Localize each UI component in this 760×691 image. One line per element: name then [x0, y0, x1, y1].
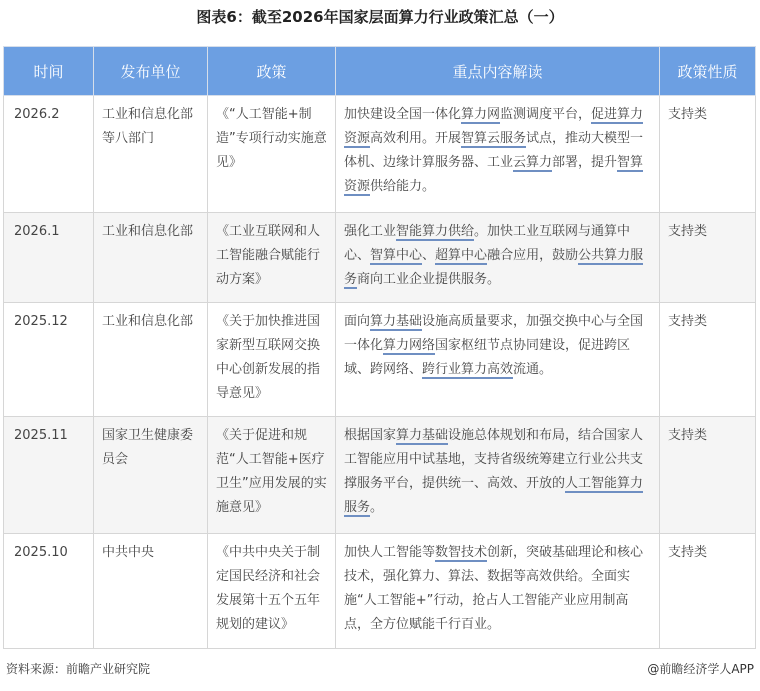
cell-time: [4, 417, 94, 534]
cell-org: [94, 213, 208, 303]
content-text: 加快人工智能等: [344, 545, 436, 560]
cell-policy-text: 《关于加快推进国家新型互联网交换中心创新发展的指导意见》: [216, 314, 321, 401]
highlighted-term: 数智技术: [435, 545, 488, 560]
highlighted-term: 算力网络: [383, 338, 436, 353]
cell-content: [336, 303, 660, 417]
cell-nature-text: 支持类: [668, 224, 708, 239]
highlighted-term: 智算云服务: [461, 131, 527, 146]
content-text: 根据国家: [344, 428, 397, 443]
cell-time-text: 2025.11: [14, 428, 68, 443]
cell-policy-text: 《“人工智能+制造”专项行动实施意见》: [216, 107, 327, 170]
cell-nature-text: 支持类: [668, 107, 708, 122]
cell-policy: [208, 303, 336, 417]
header-content: 重点内容解读: [336, 47, 660, 96]
table-header: [4, 47, 756, 96]
highlighted-term: 算力基础: [370, 314, 423, 329]
cell-time: [4, 303, 94, 417]
highlighted-term: 人工智能算力服务: [344, 476, 644, 515]
content-text: 监测调度平台，: [500, 107, 592, 122]
table-row: [4, 96, 756, 213]
table-row: [4, 303, 756, 417]
content-text: 国家枢纽节点协同建设，促进跨区域、跨网络、: [344, 338, 631, 377]
cell-org-text: 工业和信息化部等八部门: [102, 107, 194, 146]
highlighted-term: 智算资源: [344, 155, 644, 194]
cell-policy-text: 《工业互联网和人工智能融合赋能行动方案》: [216, 224, 321, 287]
content-text: 、: [422, 248, 436, 263]
content-text: 试点，推动大模型一体机、边缘计算服务器、工业: [344, 131, 644, 170]
table-row: [4, 534, 756, 649]
cell-time-text: 2025.12: [14, 314, 68, 329]
cell-nature: [660, 534, 756, 649]
highlighted-term: 智能算力供给: [396, 224, 475, 239]
cell-time: [4, 96, 94, 213]
cell-org-text: 工业和信息化部: [102, 314, 194, 329]
highlighted-term: 跨行业算力高效: [422, 362, 514, 377]
cell-time-text: 2026.1: [14, 224, 60, 239]
cell-nature: [660, 96, 756, 213]
cell-org: [94, 96, 208, 213]
content-text: 加快建设全国一体化: [344, 107, 462, 122]
content-text: 。: [370, 500, 384, 515]
cell-policy: [208, 534, 336, 649]
highlighted-term: 促进算力资源: [344, 107, 644, 146]
content-text: 强化工业: [344, 224, 397, 239]
brand-credit: @前瞻经济学人APP: [647, 662, 754, 676]
cell-nature: [660, 303, 756, 417]
policy-table: [3, 46, 756, 649]
cell-org: [94, 417, 208, 534]
highlighted-term: 云算力: [513, 155, 553, 170]
highlighted-term: 算力基础: [396, 428, 449, 443]
cell-policy-text: 《中共中央关于制定国民经济和社会发展第十五个五年规划的建议》: [216, 545, 321, 632]
cell-nature: [660, 213, 756, 303]
content-text: 设施高质量要求，加强交换中心与全国一体化: [344, 314, 644, 353]
header-time: 时间: [4, 47, 94, 96]
header-nature: 政策性质: [660, 47, 756, 96]
cell-org-text: 中共中央: [102, 545, 155, 560]
cell-nature-text: 支持类: [668, 545, 708, 560]
table-row: [4, 213, 756, 303]
cell-content: [336, 213, 660, 303]
cell-time: [4, 213, 94, 303]
content-text: 。加快工业互联网与通算中心、: [344, 224, 631, 263]
cell-content: [336, 417, 660, 534]
page-title: 图表6：截至2026年国家层面算力行业政策汇总（一）: [196, 8, 564, 26]
cell-time-text: 2025.10: [14, 545, 68, 560]
content-text: 创新，突破基础理论和核心技术，强化算力、算法、数据等高效供给。全面实施“人工智能+”行动，抢占人工智能产业应用制高点，全方位赋能千行百业。: [344, 545, 644, 632]
source-note: 资料来源：前瞻产业研究院: [6, 662, 151, 676]
content-text: 面向: [344, 314, 371, 329]
cell-nature: [660, 417, 756, 534]
highlighted-term: 智算中心: [370, 248, 423, 263]
content-text: 高效利用。开展: [370, 131, 462, 146]
cell-org-text: 工业和信息化部: [102, 224, 194, 239]
cell-nature-text: 支持类: [668, 428, 708, 443]
cell-time-text: 2026.2: [14, 107, 60, 122]
content-text: 部署，提升: [552, 155, 618, 170]
cell-time: [4, 534, 94, 649]
header-org: 发布单位: [94, 47, 208, 96]
content-text: 设施总体规划和布局，结合国家人工智能应用中试基地，支持省级统筹建立行业公共支撑服务平台，提供统一、高效、开放的: [344, 428, 644, 491]
highlighted-term: 算力网: [461, 107, 501, 122]
cell-content: [336, 534, 660, 649]
highlighted-term: 超算中心: [435, 248, 488, 263]
cell-policy: [208, 417, 336, 534]
cell-policy-text: 《关于促进和规范“人工智能+医疗卫生”应用发展的实施意见》: [216, 428, 327, 515]
highlighted-term: 公共算力服务: [344, 248, 644, 287]
header-policy: 政策: [208, 47, 336, 96]
cell-policy: [208, 213, 336, 303]
cell-policy: [208, 96, 336, 213]
cell-content: [336, 96, 660, 213]
cell-org: [94, 303, 208, 417]
cell-org-text: 国家卫生健康委员会: [102, 428, 194, 467]
cell-nature-text: 支持类: [668, 314, 708, 329]
content-text: 商向工业企业提供服务。: [357, 272, 501, 287]
content-text: 供给能力。: [370, 179, 436, 194]
cell-org: [94, 534, 208, 649]
table-row: [4, 417, 756, 534]
content-text: 流通。: [513, 362, 553, 377]
content-text: 融合应用，鼓励: [487, 248, 579, 263]
